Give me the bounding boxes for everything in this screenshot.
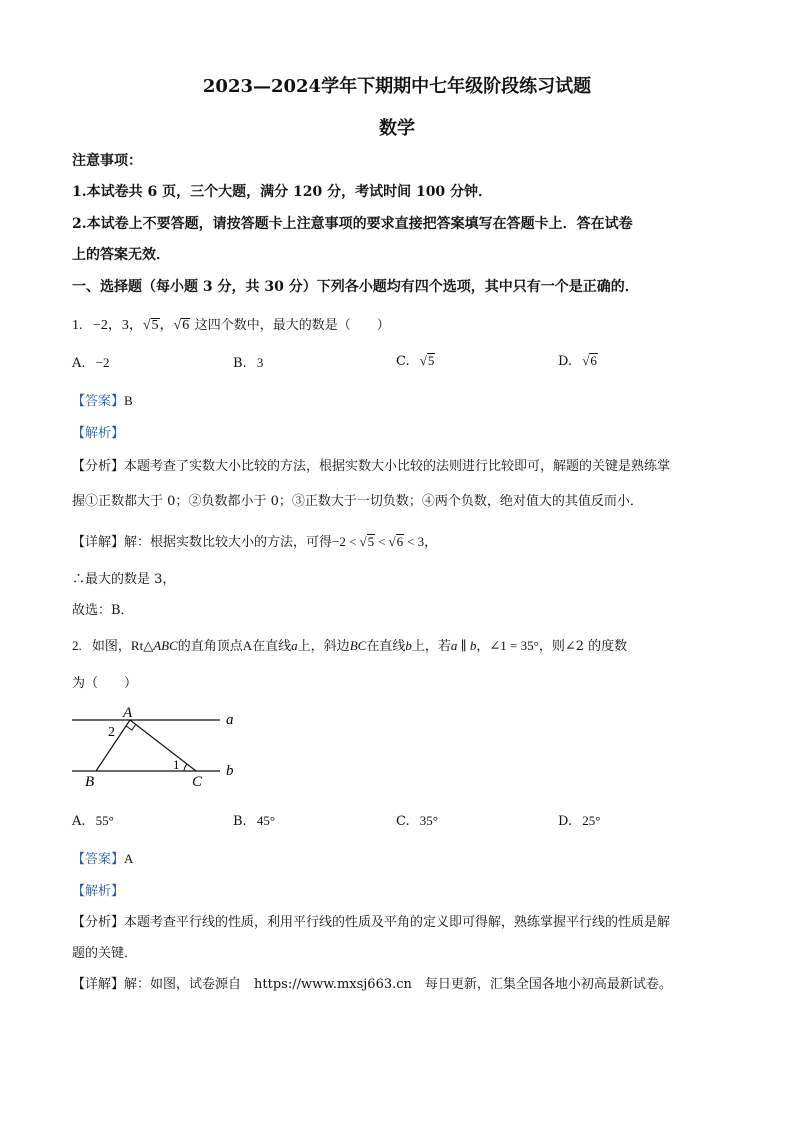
- q1-choose: 故选：B．: [72, 603, 134, 618]
- q1-option-c: C. √5: [396, 353, 435, 369]
- answer-value: A: [124, 851, 134, 866]
- notice-item-1: 1.本试卷共 6 页，三个大题，满分 120 分，考试时间 100 分钟．: [72, 184, 493, 200]
- option-label: C.: [396, 354, 410, 369]
- sqrt-6: 6: [396, 534, 404, 549]
- circled-number-3: ③: [291, 494, 305, 509]
- option-value: 45°: [256, 813, 276, 828]
- label-point-c: C: [192, 774, 203, 790]
- q1-fenxi-line-1: [72, 455, 670, 474]
- stem-text: 如图，: [91, 639, 131, 654]
- exam-title: 2023—2024学年下期期中七年级阶段练习试题: [202, 76, 592, 97]
- stem-text: 在直线: [366, 639, 406, 654]
- q2-option-d: [558, 813, 600, 829]
- option-value: 35°: [419, 813, 438, 828]
- angle-1-arc: [184, 764, 187, 771]
- sqrt-6: 6: [182, 318, 190, 333]
- q1-option-d: D. √6: [558, 353, 597, 369]
- notice-heading: 注意事项：: [72, 153, 142, 169]
- option-label: B.: [233, 814, 247, 829]
- subject-title: 数学: [379, 118, 415, 139]
- detail-text: 解：根据实数比较大小的方法，可得: [124, 535, 333, 550]
- separator: ，: [107, 317, 122, 333]
- q2-detail: [72, 973, 672, 992]
- option-value: 25°: [582, 813, 601, 828]
- stem-text: ，: [476, 639, 490, 654]
- answer-value: B: [124, 393, 133, 408]
- math-line-b: b: [405, 638, 412, 653]
- q2-option-a: [72, 813, 114, 829]
- math-angle-1: ∠1 = 35°: [489, 638, 539, 653]
- math-parallel: a ∥ b: [450, 638, 477, 653]
- fenxi-text: 负数都小于 0；: [201, 494, 292, 509]
- sqrt-5: 5: [151, 318, 159, 333]
- fenxi-text: 握: [72, 494, 86, 509]
- question-1-stem: 1. −2，3，√5，√6 这四个数中，最大的数是（ ）: [72, 317, 390, 333]
- fenxi-text: 本题考查平行线的性质，利用平行线的性质及平角的定义即可得解，熟练掌握平行线的性质是解: [124, 915, 671, 930]
- option-value: 5: [427, 353, 435, 368]
- number-3: 3: [121, 318, 129, 333]
- q2-option-b: [233, 813, 275, 829]
- math-bc: BC: [349, 638, 367, 653]
- q2-answer: [72, 848, 133, 867]
- question-2-stem-line-2: 为（ ）: [72, 676, 138, 691]
- circled-number-2: ②: [188, 494, 202, 509]
- math-rt: Rt△: [130, 638, 154, 653]
- q1-answer: [72, 390, 133, 409]
- fenxi-tag: 【分析】: [72, 915, 125, 930]
- fenxi-text: 正数大于一切负数；: [304, 494, 422, 509]
- option-value: 6: [590, 353, 597, 368]
- option-value: 3: [256, 355, 264, 370]
- label-line-a: a: [226, 712, 234, 728]
- math-abc: ABC: [153, 638, 178, 653]
- fenxi-text: 正数都大于 0；: [98, 494, 189, 509]
- label-point-b: B: [85, 774, 95, 790]
- section-1-heading: 一、选择题（每小题 3 分，共 30 分）下列各小题均有四个选项，其中只有一个是正确的．: [72, 279, 639, 295]
- q1-analysis-tag: 【解析】: [72, 426, 125, 441]
- option-value: 55°: [95, 813, 114, 828]
- label-angle-1: 1: [173, 757, 180, 772]
- stem-text: 上，斜边: [297, 639, 350, 654]
- fenxi-text: 两个负数，绝对值大的其值反而小．: [434, 494, 643, 509]
- option-label: A.: [72, 356, 86, 371]
- option-label: B.: [233, 356, 247, 371]
- q1-conclusion: ∴最大的数是 3，: [72, 572, 176, 587]
- fenxi-tag: 【分析】: [72, 459, 125, 474]
- number-neg2: −2: [92, 318, 108, 333]
- separator: ，: [424, 535, 438, 550]
- triangle-figure: [60, 700, 260, 795]
- fenxi-text: 本题考查了实数大小比较的方法，根据实数大小比较的法则进行比较即可，解题的关键是熟练掌: [124, 459, 671, 474]
- question-number: 2.: [72, 638, 82, 653]
- option-label: D.: [558, 814, 573, 829]
- math-point-a: A: [242, 638, 253, 653]
- inequality-part: <: [378, 534, 386, 549]
- option-label: C.: [396, 814, 410, 829]
- notice-item-2-line-2: 上的答案无效．: [72, 247, 170, 263]
- question-number: 1.: [72, 318, 83, 333]
- label-point-a: A: [123, 705, 133, 721]
- stem-text: 上，若: [411, 639, 451, 654]
- sqrt-5: 5: [367, 534, 375, 549]
- stem-text: 的直角顶点: [177, 639, 243, 654]
- side-ac: [130, 720, 196, 771]
- q2-analysis-tag: 【解析】: [72, 884, 125, 899]
- circled-number-1: ①: [85, 494, 99, 509]
- q2-fenxi-line-2: 题的关键．: [72, 946, 138, 961]
- separator: ，: [159, 317, 174, 333]
- detail-tag: 【详解】: [72, 535, 125, 550]
- circled-number-4: ④: [421, 494, 435, 509]
- q1-detail: 【详解】解：根据实数比较大小的方法，可得−2 < √5 < √6 < 3，: [72, 534, 438, 550]
- option-label: A.: [72, 814, 86, 829]
- option-value: −2: [95, 355, 110, 370]
- question-1-text: 这四个数中，最大的数是（ ）: [194, 318, 390, 333]
- q2-option-c: [396, 813, 438, 829]
- stem-text: ，则∠2 的度数: [538, 639, 628, 654]
- inequality-part: < 3: [407, 534, 425, 549]
- math-line-a: a: [291, 638, 298, 653]
- label-line-b: b: [226, 763, 234, 779]
- separator: ，: [128, 317, 143, 333]
- answer-tag: 【答案】: [72, 852, 125, 867]
- label-angle-2: 2: [108, 725, 115, 740]
- detail-text: 解：如图，试卷源自 https://www.mxsj663.cn 每日更新，汇集全国各地小初高最新试卷。: [124, 977, 672, 992]
- inequality-part: −2 <: [332, 534, 357, 549]
- answer-tag: 【答案】: [72, 394, 125, 409]
- right-angle-mark: [126, 724, 136, 730]
- notice-item-2-line-1: 2.本试卷上不要答题，请按答题卡上注意事项的要求直接把答案填写在答题卡上．答在试卷: [72, 216, 633, 232]
- question-2-stem-line-1: [72, 635, 627, 654]
- q1-fenxi-line-2: [72, 490, 643, 509]
- detail-tag: 【详解】: [72, 977, 125, 992]
- stem-text: 在直线: [252, 639, 292, 654]
- q2-fenxi-line-1: [72, 911, 670, 930]
- option-label: D.: [558, 354, 573, 369]
- q1-option-a: [72, 355, 110, 371]
- q1-option-b: [233, 355, 263, 371]
